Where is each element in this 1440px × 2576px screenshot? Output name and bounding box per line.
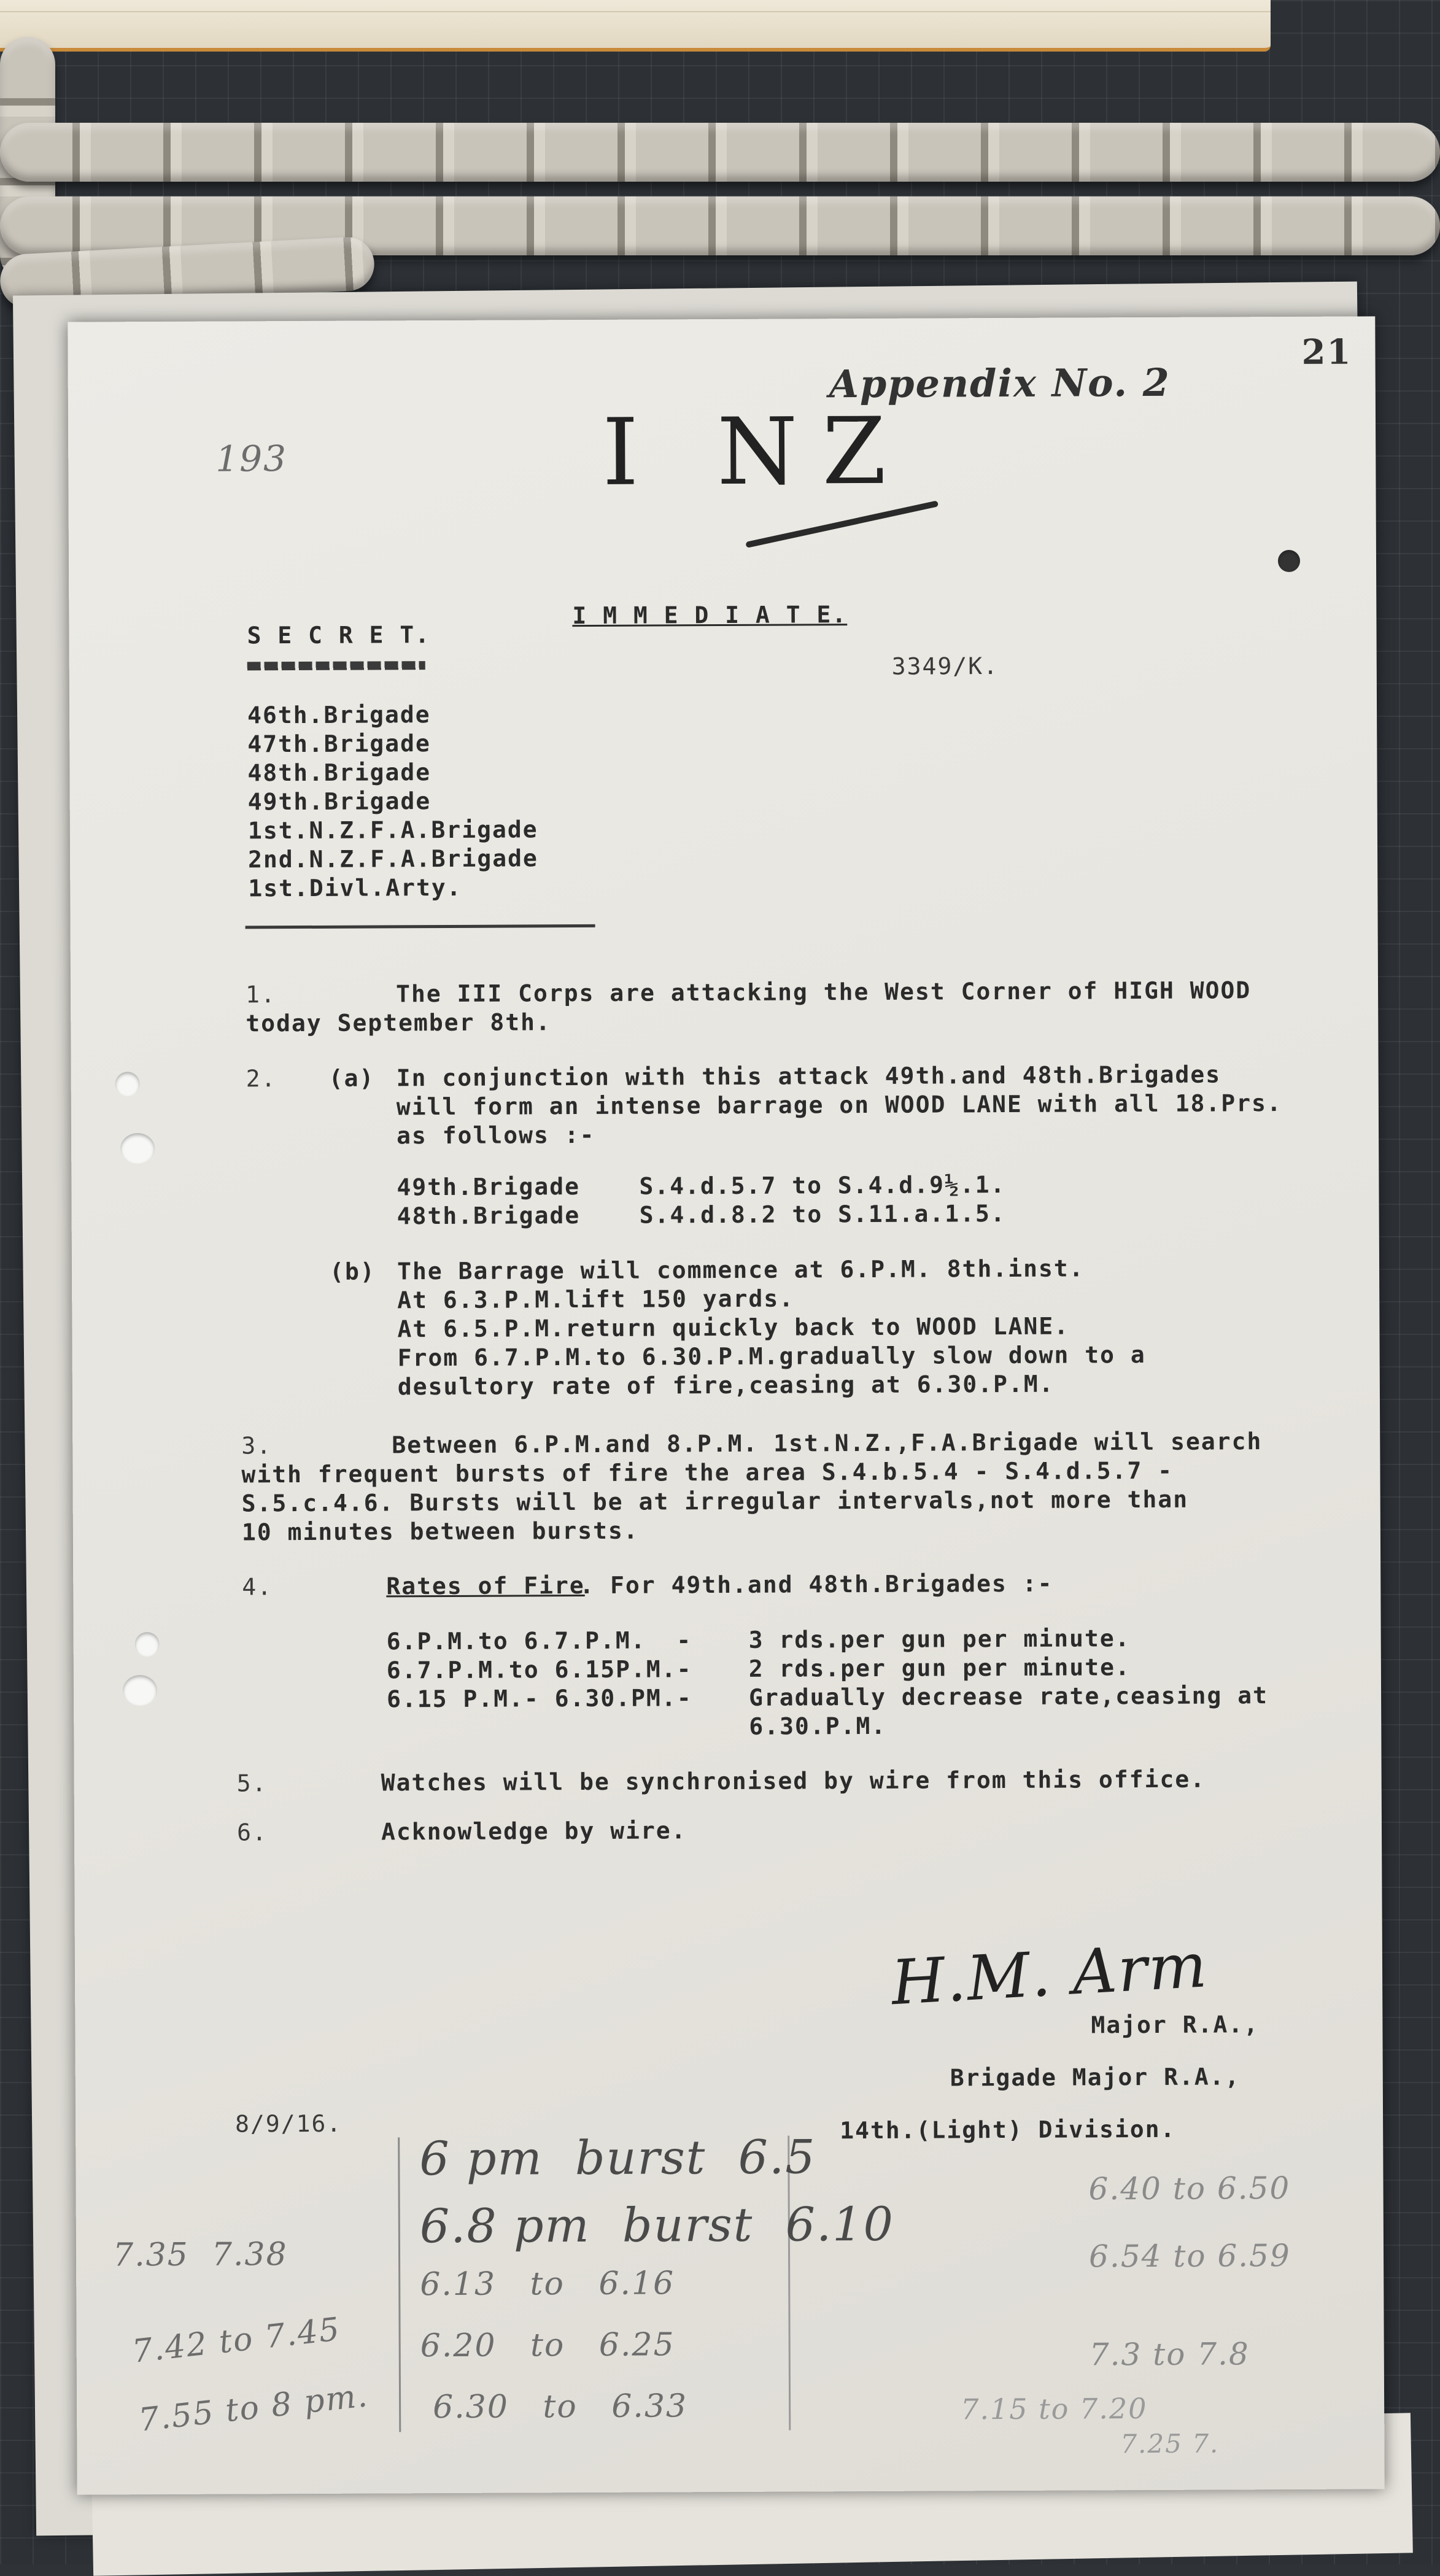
page-number: 21 xyxy=(1301,331,1352,373)
reference-code: 3349/K. xyxy=(891,652,999,680)
paragraph-number: 4. xyxy=(242,1573,273,1601)
handwritten-heading: I NZ xyxy=(602,398,912,506)
paragraph-text: today September 8th. xyxy=(246,1008,551,1037)
paragraph-text: as follows :- xyxy=(396,1121,595,1150)
time-range: 6.15 P.M.- 6.30.PM.- xyxy=(386,1684,692,1713)
sub-label: (a) xyxy=(328,1064,375,1092)
pencil-divider xyxy=(398,2137,401,2432)
time-range: 6.7.P.M.to 6.15P.M.- xyxy=(386,1655,692,1684)
document-date: 8/9/16. xyxy=(235,2110,343,2138)
paragraph-number: 5. xyxy=(236,1770,268,1797)
addressee: 1st.Divl.Arty. xyxy=(248,873,462,902)
paragraph-text: Between 6.P.M.and 8.P.M. 1st.N.Z.,F.A.Brigade will search xyxy=(392,1428,1263,1459)
document-page xyxy=(68,316,1384,2494)
paragraph-number: 1. xyxy=(245,981,276,1008)
pencil-note: 7.42 to 7.45 xyxy=(130,2311,343,2370)
paragraph-text: S.5.c.4.6. Bursts will be at irregular intervals,not more than xyxy=(241,1485,1189,1517)
pencil-note: 6.40 to 6.50 xyxy=(1088,2170,1291,2207)
paragraph-text: Watches will be synchronised by wire from this office. xyxy=(381,1765,1206,1797)
appendix-label: Appendix No. 2 xyxy=(829,360,1171,407)
pencil-note: 6.54 to 6.59 xyxy=(1088,2238,1291,2275)
paragraph-text: At 6.5.P.M.return quickly back to WOOD LANE. xyxy=(397,1312,1070,1343)
paragraph-text: 10 minutes between bursts. xyxy=(241,1517,639,1546)
pencil-note: 7.35 7.38 xyxy=(112,2236,288,2274)
punch-hole xyxy=(123,1675,157,1706)
paragraph-text: At 6.3.P.M.lift 150 yards. xyxy=(397,1285,795,1314)
addressee: 2nd.N.Z.F.A.Brigade xyxy=(248,845,538,873)
paragraph-text: with frequent bursts of fire the area S.4.b.5.4 - S.4.d.5.7 - xyxy=(241,1456,1174,1488)
secret-label: S E C R E T. xyxy=(247,621,431,649)
sub-label: (b) xyxy=(329,1258,376,1285)
addressee: 47th.Brigade xyxy=(247,730,431,758)
fire-rate: 6.30.P.M. xyxy=(749,1712,887,1740)
pencil-note: 7.3 to 7.8 xyxy=(1089,2336,1250,2373)
paragraph-number: 2. xyxy=(246,1065,277,1093)
addressee: 49th.Brigade xyxy=(247,787,432,816)
secret-underline xyxy=(247,661,425,670)
pencil-note: 7.25 7. xyxy=(1120,2428,1220,2459)
pencil-note: 6 pm burst 6.5 xyxy=(419,2129,816,2186)
paragraph-text: . For 49th.and 48th.Brigades :- xyxy=(579,1569,1053,1599)
handwritten-stroke xyxy=(745,500,939,548)
signatory-rank: Major R.A., xyxy=(1091,2011,1260,2039)
paragraph-number: 6. xyxy=(236,1819,268,1846)
paragraph-text: Acknowledge by wire. xyxy=(381,1817,687,1846)
paragraph-text: The III Corps are attacking the West Corner of HIGH WOOD xyxy=(395,977,1252,1008)
pencil-note: 7.15 to 7.20 xyxy=(961,2392,1148,2426)
paragraph-text: The Barrage will commence at 6.P.M. 8th.inst. xyxy=(397,1255,1085,1285)
addressee: 1st.N.Z.F.A.Brigade xyxy=(247,816,538,845)
time-range: 6.P.M.to 6.7.P.M. - xyxy=(386,1626,692,1655)
paragraph-text: desultory rate of fire,ceasing at 6.30.P.M. xyxy=(397,1370,1055,1401)
addressee: 46th.Brigade xyxy=(247,701,431,729)
punch-hole xyxy=(135,1632,160,1657)
signatory-division: 14th.(Light) Division. xyxy=(840,2115,1176,2145)
pencil-note: 7.55 to 8 pm. xyxy=(136,2377,371,2439)
binding-cord xyxy=(0,123,1440,182)
barrage-area: S.4.d.8.2 to S.11.a.1.5. xyxy=(639,1200,1006,1229)
divider-line xyxy=(246,924,595,929)
paragraph-text: In conjunction with this attack 49th.and 48th.Brigades xyxy=(396,1061,1221,1092)
folder-edge xyxy=(0,0,1271,52)
pencil-note: 6.20 to 6.25 xyxy=(420,2326,675,2365)
paragraph-number: 3. xyxy=(241,1432,273,1460)
pencil-note: 6.30 to 6.33 xyxy=(432,2388,688,2426)
paragraph-text: From 6.7.P.M.to 6.30.P.M.gradually slow down to a xyxy=(397,1341,1146,1372)
reference-number-pencil: 193 xyxy=(215,438,288,480)
fire-rate: Gradually decrease rate,ceasing at xyxy=(748,1682,1269,1711)
brigade-name: 49th.Brigade xyxy=(397,1173,581,1201)
rates-heading: Rates of Fire xyxy=(386,1572,585,1600)
signatory-title: Brigade Major R.A., xyxy=(950,2063,1241,2092)
fire-rate: 2 rds.per gun per minute. xyxy=(748,1654,1131,1682)
pencil-note: 6.13 to 6.16 xyxy=(420,2265,675,2303)
immediate-label: I M M E D I A T E. xyxy=(572,601,848,630)
brigade-name: 48th.Brigade xyxy=(397,1202,581,1230)
fire-rate: 3 rds.per gun per minute. xyxy=(748,1625,1131,1654)
pencil-note: 6.8 pm burst 6.10 xyxy=(419,2196,895,2254)
barrage-area: S.4.d.5.7 to S.4.d.9½.1. xyxy=(639,1171,1006,1200)
addressee: 48th.Brigade xyxy=(247,759,432,787)
ink-blot xyxy=(1278,550,1300,572)
paragraph-text: will form an intense barrage on WOOD LANE with all 18.Prs. xyxy=(396,1089,1282,1121)
punch-hole xyxy=(115,1072,140,1096)
punch-hole xyxy=(120,1133,155,1164)
signature: H.M. Arm xyxy=(889,1929,1210,2019)
